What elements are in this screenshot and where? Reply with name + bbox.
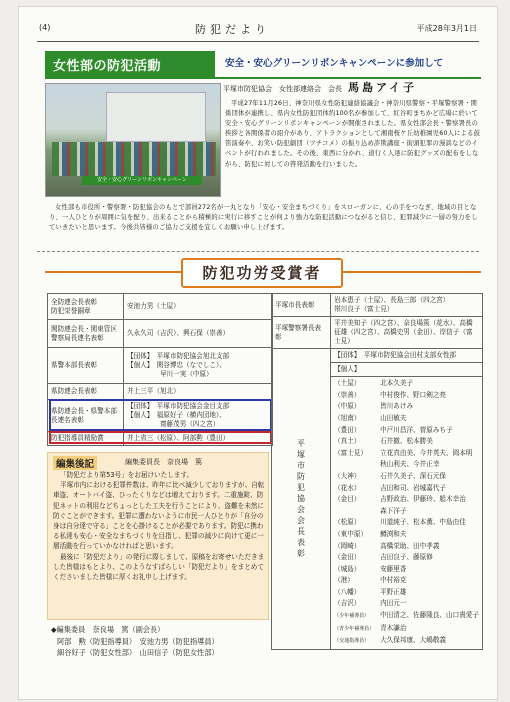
table-row (272, 294, 483, 317)
list-item: （土屋） 北本久美子 (334, 379, 414, 388)
editorial-staff-list: 阿部 勲（防犯指導員） 安池力男（防犯指導員） 細谷好子（防犯女性部） 山田信子（防犯女性部） (57, 637, 219, 657)
highlight-box-blue (49, 399, 272, 431)
awards-banner: 防犯功労受賞者 (181, 258, 343, 288)
individual-award-label: 【個人】 (331, 363, 483, 377)
photo-crowd (52, 142, 216, 176)
table-row (272, 349, 483, 363)
award-recipients: 久永久司（吉沢）、興石保（崇善） (124, 320, 273, 348)
author-name: 馬島アイ子 (348, 81, 418, 94)
list-item: （少年補導員） 中田清之、佐藤隆良、山口貴愛子 (334, 611, 479, 620)
award-label: 関防連会長・関東管区警察局長連名表彰 (48, 320, 124, 348)
award-recipients: 岩本恵子（土屋）、長島三郎（四之宮） 帯川良子（富士見） (331, 294, 483, 317)
award-label: 県警本部長表彰 (48, 348, 124, 384)
list-item: （港） 中村裕克 (334, 576, 407, 585)
award-label: 県防連会長表彰 (48, 384, 124, 400)
award-recipients: 井上三平（旭北） (124, 384, 273, 400)
list-item: （大神） 石井久美子、深石元保 (334, 471, 447, 480)
award-label: 平塚警察署長表彰 (272, 317, 331, 349)
award-label: 全防連会長表彰 防犯栄誉銅章 (48, 294, 124, 320)
awards-table-right (271, 293, 483, 650)
editor-paragraph: 平塚市内における犯罪件数は、昨年に比べ減少しておりますが、自転車盗、オートバイ盗、ひったくりなどは増えております。二重施錠、防犯ネットの利用などちょっとした工夫を行うことにより、盗難を未然に防ぐことができます。犯罪に遭わないように市民一人ひとりが「自分の身は自分達で守る」ことを心掛けることが必要であります。防犯に携わる私達も安心・安全なまちづくりを目指し、犯罪の減少に向けて更に一層活動を行っていかなければと思います。 (53, 481, 265, 551)
list-item: （交通指導員） 大久保邦康、大嶋敬義 (334, 636, 447, 645)
editor-paragraph: 「防犯だより第53号」をお届けいたします。 (60, 471, 194, 479)
table-row (272, 317, 483, 349)
mayor-award-label: 平塚市防犯協会会長表彰 (296, 438, 306, 560)
list-item: （東中原） 鱒渕和夫 (334, 529, 407, 538)
editor-paragraph: 最後に「防犯だより」の発行に際しまして、原稿をお寄せいただきました皆様はもとより、このようなすばらしい「防犯だより」をまとめてくださいました皆様に厚くお礼申し上げます。 (53, 552, 265, 582)
award-label: 平塚市長表彰 (272, 294, 331, 317)
newsletter-title: 防犯だより (195, 23, 270, 36)
group-award: 【団体】 平塚市防犯協会田村支部女性部 (331, 349, 483, 363)
editor-postscript-body (53, 470, 265, 582)
table-row (48, 294, 273, 320)
article-body-continued: 女性部も市役所・警察署・防犯協会のもとで部員272名が一丸となり「安心・安全まちづくり」をスローガンに、心の手をつなぎ、地域の目となり、一人ひとりが周囲に気を配り、出来ることから積極的に実行に移すことが何より強力な防犯活動につながると信じ、犯罪減少に一層の努力をしていきたいと思います。今後共皆様のご協力ご支援を宜しくお願い申し上げます。 (49, 204, 478, 232)
article-headline: 安全・安心グリーンリボンキャンペーンに参加して (225, 58, 444, 69)
article-body: 平成27年11月26日、神奈川県女性防犯連絡協議会・神奈川県警察・平塚警察署・関係団体が連携し、県内女性防犯団体約100名が参加して、紅谷町まちかど広場に於いて安全・安心グリーンリボンキャンペーンが開催されました。県女性部会長・警察署長の挨拶と各関係者の紹介があり、アトラクションとして湘南桜ケ丘幼稚園児60人による鼓笛演奏や、お笑い防犯劇団（ツチコメ）の振り込め詐欺講座・街頭犯罪の漫談などのイベントが行われました。その後、東西に分かれ、道行く人達に防犯グッズの配布をしながら、防犯に対しての啓発活動を行いました。 (225, 100, 481, 168)
campaign-photo (45, 83, 221, 197)
mayor-award-label-cell (272, 349, 331, 650)
editor-byline: 編集委員長 奈良場 篤 (125, 458, 202, 466)
page-header (19, 7, 499, 37)
list-item: 秋山利夫、今井正幸 (380, 460, 440, 469)
list-item: （豊田） 中戸川昌洋、菅原みち子 (334, 425, 453, 434)
editor-postscript-heading: 編集後記 (53, 456, 97, 470)
photo-banner-text: 安全・安心グリーンリボンキャンペーン (82, 176, 202, 185)
list-item: （崇善） 中村俊作、野口剣之亮 (334, 390, 447, 399)
section-separator (37, 251, 479, 252)
award-recipients: 井上省三（松原）、阿部勲（豊田） (124, 432, 273, 446)
table-row (48, 348, 273, 384)
article-author (223, 79, 417, 95)
header-rule (37, 41, 479, 42)
table-row (48, 320, 273, 348)
editorial-staff-heading: ◆編集委員 奈良場 篤（副会長） (51, 625, 165, 634)
list-item: （八幡） 平野正雄 (334, 587, 407, 596)
author-org: 平塚市防犯協会 女性部連絡会 会長 (223, 85, 342, 93)
table-row (48, 384, 273, 400)
list-item: （金目） 吉野政治、伊藤玲、船木幸治 (334, 495, 466, 504)
award-label: 防犯指導員精励賞 (48, 432, 124, 446)
list-item: （青少年補導員） 青木謙治 (334, 623, 407, 632)
newsletter-page (18, 6, 498, 700)
section-banner-womens-activity: 女性部の防犯活動 (45, 51, 215, 77)
list-item: （吉沢） 内田元一 (334, 599, 407, 608)
list-item: （城島） 安藤里香 (334, 564, 407, 573)
list-item: （松原） 川道純子、松本薫、中島由佳 (334, 518, 466, 527)
page-number: (4) (39, 23, 51, 32)
list-item: （旭南） 山田敏夫 (334, 413, 407, 422)
individual-award-list (331, 377, 483, 650)
list-item: （花水） 吉田和司、岩城嘉代子 (334, 483, 447, 492)
list-item: 森下洋子 (380, 506, 407, 515)
list-item: （富士見） 立花真由美、今井英夫、岡本明 (334, 448, 473, 457)
list-item: （真土） 石井撤、松本勝美 (334, 437, 433, 446)
list-item: （中原） 皆川あけみ (334, 402, 414, 411)
list-item: （金田） 吉田良子、藤原修 (334, 553, 433, 562)
award-label: 県防連会長・県警本部長連名表彰 (48, 400, 124, 432)
highlight-box-red (49, 431, 272, 444)
issue-date: 平成28年3月1日 (416, 24, 477, 33)
award-recipients: 【団体】 平塚市防犯協会金目支部 【個人】 福原好子（横内団地）、 齋藤茂男（四之宮） (124, 400, 273, 432)
photo-building (106, 92, 206, 142)
award-recipients: 平井美知子（四之宮）、奈良場篤（花水）、高橋征雄（四之宮）、高橋史男（金田）、岸信子（富士見） (331, 317, 483, 349)
award-recipients: 【団体】 平塚市防犯協会旭北支部 【個人】 関谷博忠（なでしこ）、 早川一実（中原） (124, 348, 273, 384)
list-item: （岡崎） 高橋栄助、田中孝義 (334, 541, 440, 550)
award-recipients: 安池力男（土屋） (124, 294, 273, 320)
